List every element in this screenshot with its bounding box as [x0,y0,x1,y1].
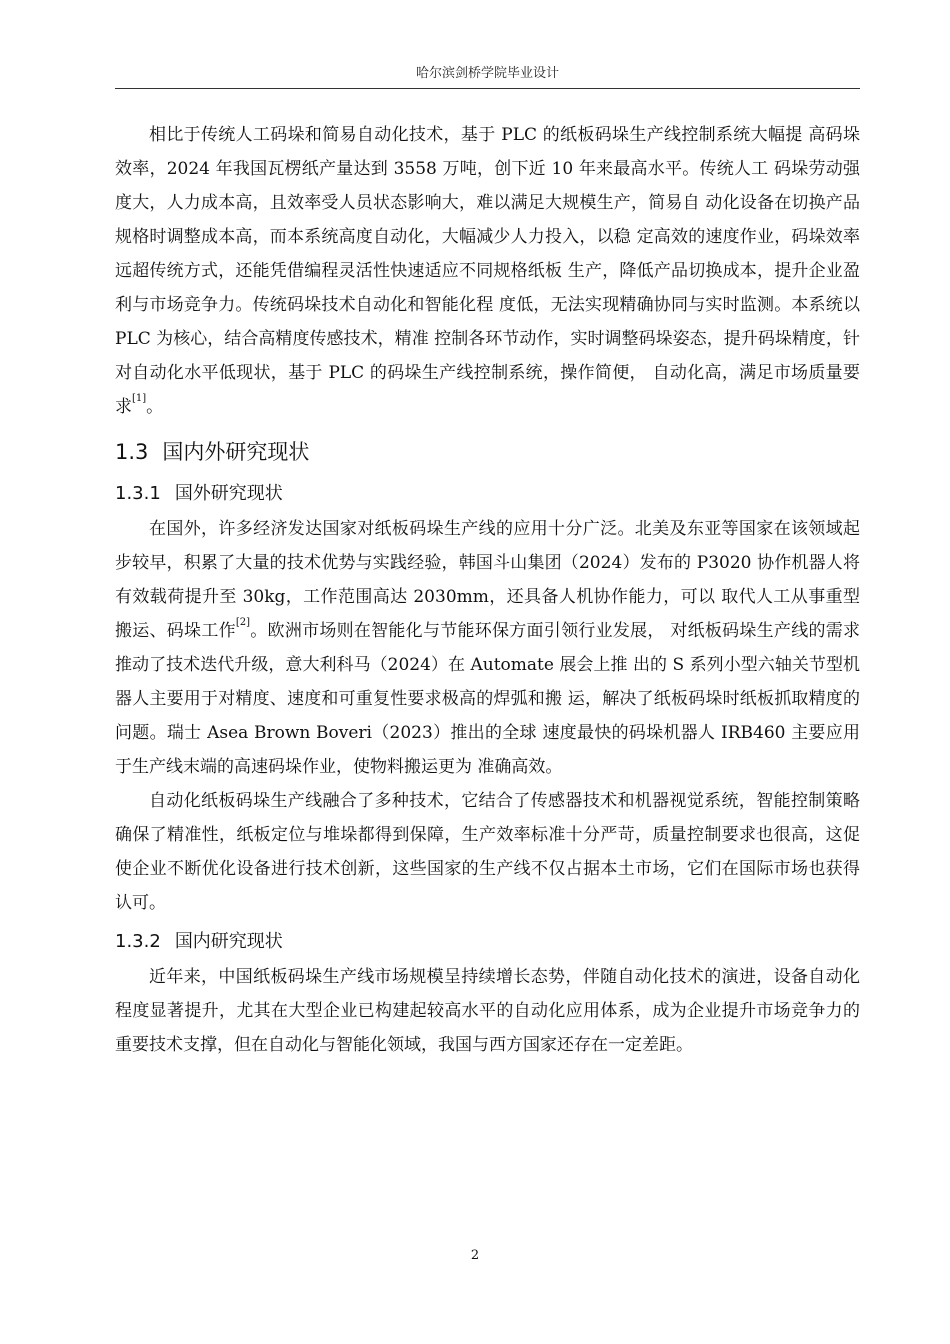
section-title: 国外研究现状 [174,483,283,504]
section-heading-1-3-1 [115,476,860,512]
paragraph-foreign-automation: 自动化纸板码垛生产线融合了多种技术，它结合了传感器技术和机器视觉系统，智能控制策略确保了精准性，纸板定位与堆垛都得到保障，生产效率标准十分严苛，质量控制要求也很高，这促使企业不断优化设备进行技术创新，这些国家的生产线不仅占据本土市场，它们在国际市场也获得认可。 [115,791,860,913]
section-heading-1-3-2 [115,924,860,960]
section-number: 1.3 [115,440,149,464]
paragraph-foreign-research [115,512,860,784]
section-heading-1-3 [115,432,860,472]
paragraph-text: 在国外，许多经济发达国家对纸板码垛生产线的应用十分广泛。北美及东亚等国家在该领域起步较早，积累了大量的技术优势与实践经验，韩国斗山集团（2024）发布的 P3020 协作机器人将有效载荷提升至 30kg，工作范围高达 2030mm，还具备人机协作能力，可以 取代人工从事重型搬运、码垛工作 [115,519,860,641]
citation-ref-1: [1] [132,393,147,404]
page-header-title: 哈尔滨剑桥学院毕业设计 [415,66,559,81]
citation-ref-2: [2] [235,617,251,628]
paragraph-text: 相比于传统人工码垛和简易自动化技术，基于 PLC 的纸板码垛生产线控制系统大幅提 高码垛效率，2024 年我国瓦楞纸产量达到 3558 万吨，创下近 10 年来最高水平。传统人工 码垛劳动强度大，人力成本高，且效率受人员状态影响大，难以满足大规模生产，简易自 动化设备在切换产品规格时调整成本高，而本系统高度自动化，大幅减少人力投入，以稳 定高效的速度作业，码垛效率远超传统方式，还能凭借编程灵活性快速适应不同规格纸板 生产，降低产品切换成本，提升企业盈利与市场竞争力。传统码垛技术自动化和智能化程 度低，无法实现精确协同与实时监测。本系统以 PLC 为核心，结合高精度传感技术，精准 控制各环节动作，实时调整码垛姿态，提升码垛精度，针对自动化水平低现状，基于 PLC 的码垛生产线控制系统，操作简便， 自动化高，满足市场质量要求 [115,125,860,417]
header-divider [115,88,860,89]
section-number: 1.3.1 [115,483,161,504]
section-title: 国内外研究现状 [162,440,310,464]
section-number: 1.3.2 [115,931,161,952]
paragraph-text-end: 。 [146,397,164,417]
section-title: 国内研究现状 [174,931,283,952]
paragraph-text-continued: 。欧洲市场则在智能化与节能环保方面引领行业发展， 对纸板码垛生产线的需求推动了技术迭代升级，意大利科马（2024）在 Automate 展会上推 出的 S 系列小型六轴关节型机器人主要用于对精度、速度和可重复性要求极高的焊弧和搬 运，解决了纸板码垛时纸板抓取精度的问题。瑞士 Asea Brown Boveri（2023）推出的全球 速度最快的码垛机器人 IRB460 主要应用于生产线末端的高速码垛作业，使物料搬运更为 准确高效。 [115,621,860,777]
page-number: 2 [470,1248,480,1263]
document-body [115,118,860,1062]
paragraph-intro-comparison [115,118,860,424]
paragraph-domestic-research: 近年来，中国纸板码垛生产线市场规模呈持续增长态势，伴随自动化技术的演进，设备自动化程度显著提升，尤其在大型企业已构建起较高水平的自动化应用体系，成为企业提升市场竞争力的重要技术支撑，但在自动化与智能化领域，我国与西方国家还存在一定差距。 [115,967,860,1055]
